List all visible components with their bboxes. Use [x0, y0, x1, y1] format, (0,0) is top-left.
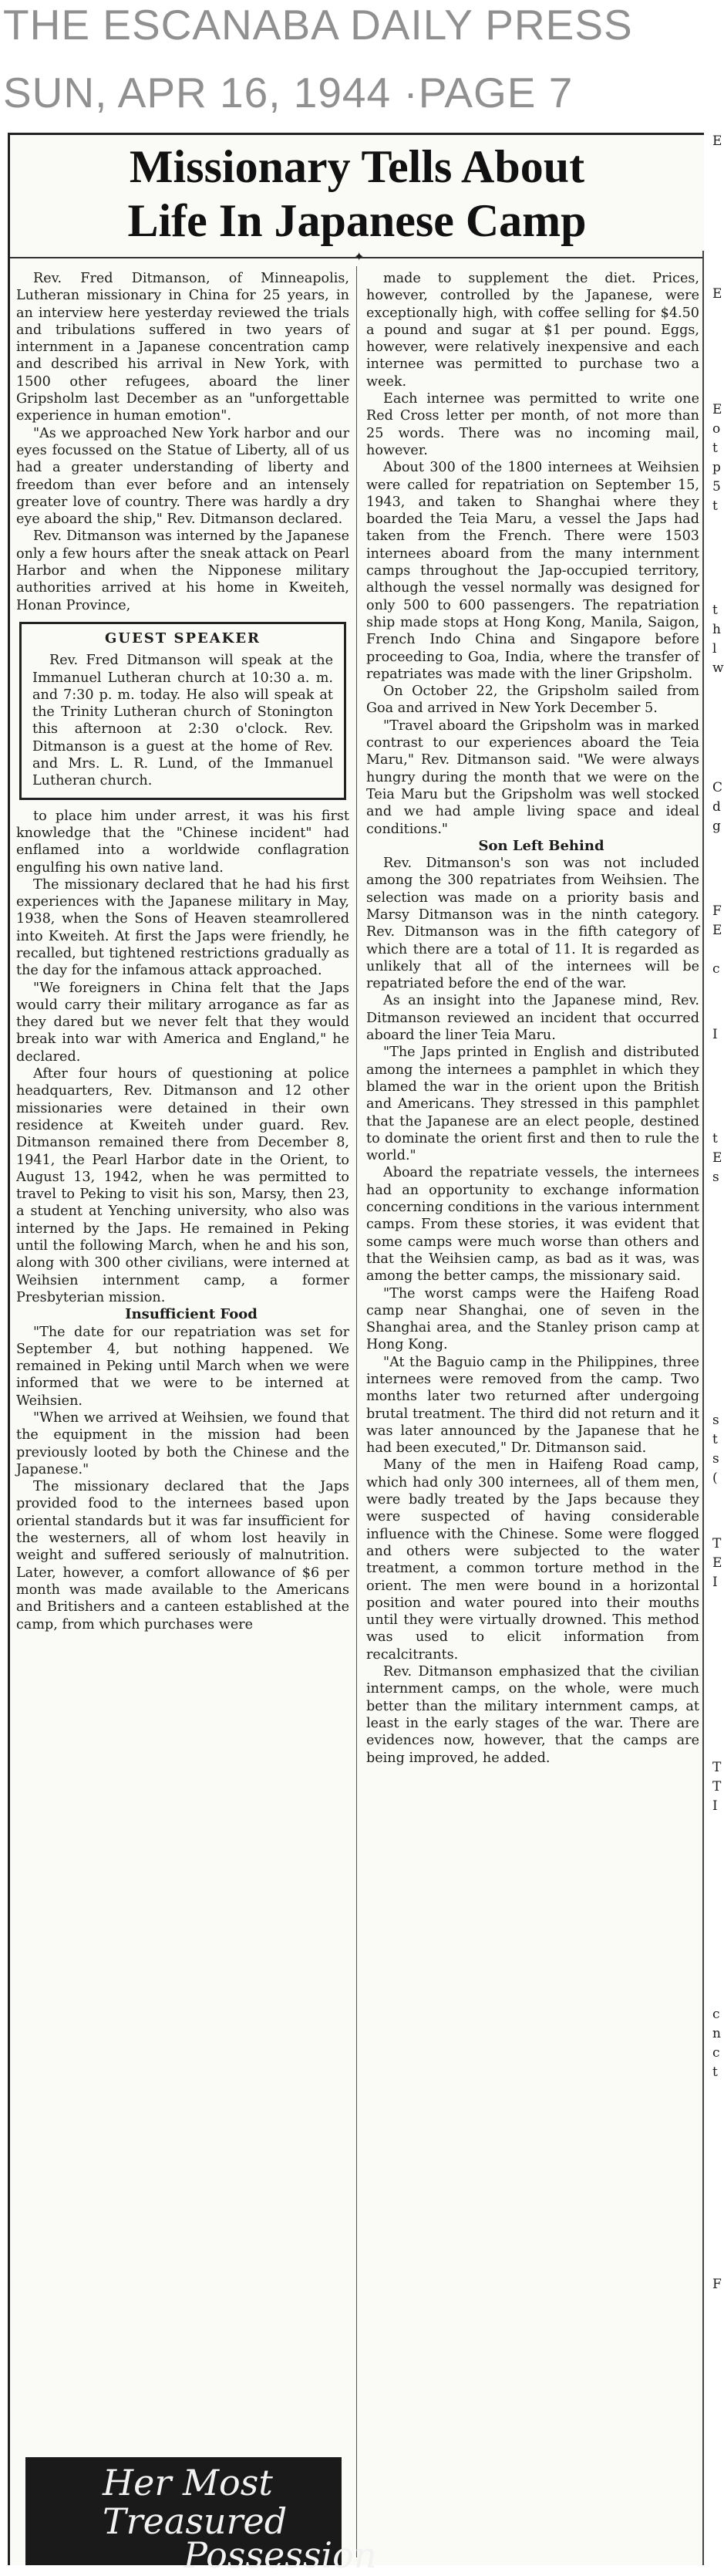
ad-line-3: Possession: [184, 2534, 377, 2576]
edge-fragment: I: [712, 1575, 718, 1590]
edge-fragment: c: [712, 2045, 720, 2061]
edge-fragment: h: [712, 622, 721, 637]
article-paragraph: to place him under arrest, it was his first knowledge that the "Chinese incident" had enflamed into a worldwide conflagration engulfing his own native land.: [16, 808, 349, 876]
edge-fragment: I: [712, 1027, 718, 1042]
headline-line-1: Missionary Tells About: [129, 141, 585, 192]
article-paragraph: "Travel aboard the Gripsholm was in marked contrast to our experiences aboard the Teia Maru," Rev. Ditmanson said. "We were always hungry during the month that we were on the Teia Maru but the Gripsholm was well stocked and we had ample living space and ideal conditions.": [366, 717, 699, 837]
article-paragraph: On October 22, the Gripsholm sailed from Goa and arrived in New York December 5.: [366, 684, 699, 717]
edge-fragment: C: [712, 780, 723, 795]
edge-fragment: s: [712, 1413, 719, 1428]
edge-fragment: t: [712, 441, 718, 456]
article-paragraph: "At the Baguio camp in the Philippines, three internees were removed from the camp. Two months later two returned after undergoing brutal treatment. The third did not return and it was later announced by the Japanese that he had been executed," Dr. Ditmanson said.: [366, 1354, 699, 1457]
column-rule: [356, 266, 357, 2557]
edge-fragment: s: [712, 1170, 719, 1185]
edge-fragment: T: [712, 1536, 722, 1551]
edge-fragment: d: [712, 799, 721, 815]
edge-fragment: E: [712, 1150, 722, 1166]
article-paragraph: Each internee was permitted to write one Red Cross letter per month, of not more than 25 words. There was no incoming mail, however.: [366, 391, 699, 458]
advertisement-banner: [25, 2457, 377, 2576]
newspaper-page: [8, 133, 704, 2576]
article-paragraph: "We foreigners in China felt that the Japs would carry their military arrogance as far as they dared but we never felt that they would break into war with America and England," he declared.: [16, 980, 349, 1065]
article-paragraph: About 300 of the 1800 internees at Weihsien were called for repatriation on September 15, 1943, and taken to Shanghai where they boarded the Teia Maru, a vessel the Japs had taken from the French. There were 1503 internees aboard from the many internment camps throughout the Jap-occupied territory, although the vessel normally was designed for only 500 to 600 passengers. The repatriation ship made stops at Hong Kong, Manila, Saigon, French Indo China and Singapore before proceeding to Goa, India, where the transfer of repatriates was made with the liner Gripsholm.: [366, 460, 699, 682]
edge-fragment: p: [712, 460, 721, 475]
right-column-rule: [702, 251, 704, 2565]
left-middle-paragraphs: [16, 808, 349, 1307]
edge-fragment: I: [712, 1798, 718, 1814]
edge-fragment: t: [712, 2065, 718, 2080]
guest-speaker-box: [19, 622, 346, 800]
edge-fragment: t: [712, 498, 718, 514]
edge-fragment: E: [712, 923, 722, 938]
article-paragraph: "When we arrived at Weihsien, we found that the equipment in the mission had been previously looted by both the Chinese and the Japanese.": [16, 1410, 349, 1477]
edge-fragment: t: [712, 1432, 718, 1447]
article-paragraph: Rev. Ditmanson was interned by the Japanese only a few hours after the sneak attack on Pearl Harbor and when the Nipponese military authorities arrived at his home in Kweiteh, Honan Province,: [16, 528, 349, 613]
edge-fragment: t: [712, 1131, 718, 1146]
edge-fragment: E: [712, 286, 722, 302]
left-bottom-paragraphs: [16, 1324, 349, 1633]
ad-line-1: Her Most: [103, 2462, 273, 2503]
edge-fragment: c: [712, 961, 720, 977]
article-paragraph: Many of the men in Haifeng Road camp, which had only 300 internees, all of them men, were badly treated by the Japs because they were suspected of having considerable influence with the Chinese. Some were flogged and others were subjected to the water treatment, a common torture method in the orient. The men were bound in a horizontal position and water poured into their mouths until they were virtually drowned. This method was used to elicit information from recalcitrants.: [366, 1457, 699, 1663]
article-paragraph: "The worst camps were the Haifeng Road camp near Shanghai, one of seven in the Shanghai area, and the Stanley prison camp at Hong Kong.: [366, 1285, 699, 1353]
article-paragraph: Rev. Ditmanson's son was not included among the 300 repatriates from Weihsien. The selection was made on a priority basis and Marsy Ditmanson was in the ninth category. Rev. Ditmanson was in the fifth category of which there are a total of 11. It is regarded as unlikely that all of the internees will be repatriated before the end of the war.: [366, 856, 699, 992]
edge-fragment: w: [712, 660, 724, 676]
edge-fragment: E: [712, 1555, 722, 1571]
archive-date-stamp: SUN, APR 16, 1944 ·PAGE 7: [3, 69, 574, 116]
guest-speaker-text: Rev. Fred Ditmanson will speak at the Immanuel Lutheran church at 10:30 a. m. and 7:30 p. m. today. He also will speak at the Trinity Lutheran church of Stonington this afternoon at 2:30 o'clock. Rev. Ditmanson is a guest at the home of Rev. and Mrs. L. R. Lund, of the Immanuel Lutheran church.: [32, 653, 333, 789]
subhead-insufficient-food: Insufficient Food: [125, 1306, 258, 1323]
edge-fragment: F: [712, 903, 722, 919]
edge-fragment: E: [712, 133, 722, 149]
edge-fragment: o: [712, 421, 721, 437]
edge-fragment: F: [712, 2277, 722, 2292]
edge-fragment: g: [712, 819, 721, 834]
article-paragraph: Rev. Ditmanson emphasized that the civilian internment camps, on the whole, were much better than the military internment camps, at least in the early stages of the war. There are evidences now, however, that the camps are being improved, he added.: [366, 1664, 699, 1766]
edge-fragment: n: [712, 2026, 721, 2041]
edge-fragment: c: [712, 2007, 720, 2022]
article-paragraph: The missionary declared that the Japs provided food to the internees based upon oriental standards but it was far insufficient for the westerners, all of whom lost heavily in weight and suffered seriously of malnutrition. Later, however, a comfort allowance of $6 per month was made available to the Americans and Britishers and a canteen established at the camp, from which purchases were: [16, 1479, 349, 1632]
article-column-left: [16, 270, 349, 2546]
edge-fragment: l: [712, 641, 717, 657]
archive-title-stamp: THE ESCANABA DAILY PRESS: [3, 1, 633, 49]
edge-fragment: s: [712, 1451, 719, 1467]
article-paragraph: "The date for our repatriation was set for September 4, but nothing happened. We remained in Peking until March when we were informed that we were to be interned at Weihsien.: [16, 1324, 349, 1409]
right-bottom-paragraphs: [366, 855, 699, 1767]
edge-fragment: t: [712, 603, 718, 618]
article-headline: [10, 140, 704, 248]
edge-fragment: (: [712, 1470, 718, 1486]
headline-line-2: Life In Japanese Camp: [127, 195, 587, 246]
left-top-paragraphs: [16, 270, 349, 614]
edge-fragment: E: [712, 402, 722, 417]
article-paragraph: After four hours of questioning at police headquarters, Rev. Ditmanson and 12 other missionaries were detained in their own residence at Kweiteh under guard. Rev. Ditmanson remained there from December 8, 1941, the Pearl Harbor date in the Orient, to August 13, 1942, when he was permitted to travel to Peking to visit his son, Marsy, then 23, a student at Yenching university, who also was interned by the Japs. He remained in Peking until the following March, when he and his son, along with 300 other civilians, were interned at Weihsien internment camp, a former Presbyterian mission.: [16, 1066, 349, 1305]
article-paragraph: The missionary declared that he had his first experiences with the Japanese military in May, 1938, when the Sons of Heaven steamrollered into Kweiteh. At first the Japs were friendly, he recalled, but tightened restrictions gradually as the day for the infamous attack approached.: [16, 876, 349, 979]
article-paragraph: made to supplement the diet. Prices, however, controlled by the Japanese, were exceptionally high, with coffee selling for $4.50 a pound and sugar at $1 per pound. Eggs, however, were relatively inexpensive and each internee was permitted to purchase two a week.: [366, 271, 699, 390]
star-ornament-icon: ✦: [354, 249, 365, 264]
article-paragraph: "As we approached New York harbor and our eyes focussed on the Statue of Liberty, all of us had a greater understanding of liberty and freedom than ever before and an intensely greater love of country. There was hardly a dry eye aboard the ship," Rev. Ditmanson declared.: [16, 425, 349, 528]
edge-fragment: 5: [712, 479, 721, 495]
guest-speaker-title: GUEST SPEAKER: [105, 630, 261, 647]
subhead-son-left-behind: Son Left Behind: [478, 837, 604, 854]
right-top-paragraphs: [366, 270, 699, 838]
article-paragraph: Aboard the repatriate vessels, the internees had an opportunity to exchange information concerning conditions in the various internment camps. From these stories, it was evident that some camps were much worse than others and that the Weihsien camp, as bad as it was, was among the better camps, the missionary said.: [366, 1165, 699, 1285]
article-column-right: [366, 270, 699, 2554]
article-paragraph: As an insight into the Japanese mind, Rev. Ditmanson reviewed an incident that occurred aboard the liner Teia Maru.: [366, 993, 699, 1044]
article-paragraph: Rev. Fred Ditmanson, of Minneapolis, Lutheran missionary in China for 25 years, in an interview here yesterday reviewed the trials and tribulations suffered in two years of internment in a Japanese concentration camp and described his arrival in New York, with 1500 other refugees, aboard the liner Gripsholm last December as an "unforgettable experience in human emotion".: [16, 271, 349, 424]
edge-fragment: T: [712, 1779, 722, 1794]
ad-line-2: Treasured: [103, 2500, 288, 2542]
edge-fragment: T: [712, 1760, 722, 1775]
article-paragraph: "The Japs printed in English and distributed among the internees a pamphlet in which they blamed the war in the orient upon the British and Americans. They stressed in this pamphlet that the Japanese are an elect people, destined to dominate the orient first and then to rule the world.": [366, 1045, 699, 1164]
